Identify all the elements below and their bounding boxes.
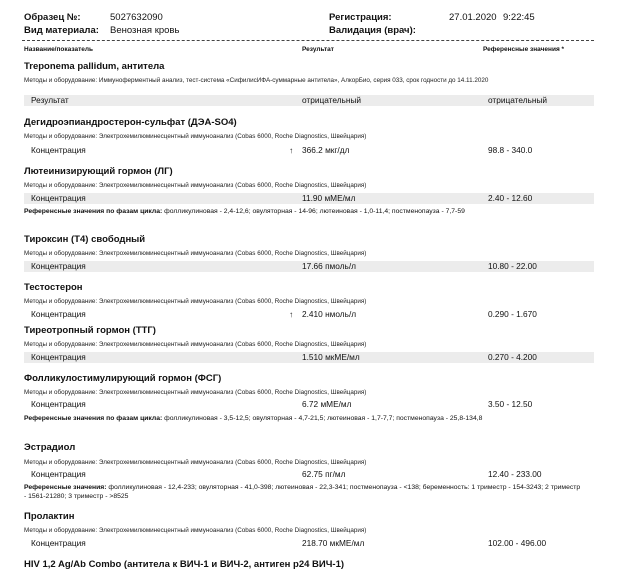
note-label: Референсные значения по фазам цикла:: [24, 208, 163, 215]
row-label: Концентрация: [31, 399, 86, 409]
row-reference: 0.290 - 1.670: [488, 309, 537, 319]
method-tsh: Методы и оборудование: Электрохемилюминесцентный иммуноанализ (Cobas 6000, Roche Diagnostics, Швейцария): [24, 341, 367, 348]
result-row-lh: [24, 193, 594, 204]
note-estradiol: [24, 483, 584, 501]
test-title-testosterone: Тестостерон: [24, 282, 83, 293]
test-title-estradiol: Эстрадиол: [24, 442, 76, 453]
row-value: 366.2 мкг/дл: [302, 145, 350, 155]
row-value: 1.510 мкМЕ/мл: [302, 352, 360, 362]
row-label: Концентрация: [31, 145, 86, 155]
registration-label: Регистрация:: [329, 12, 392, 23]
material-value: Венозная кровь: [110, 25, 180, 36]
method-prolactin: Методы и оборудование: Электрохемилюминесцентный иммуноанализ (Cobas 6000, Roche Diagnostics, Швейцария): [24, 527, 367, 534]
result-row-fsh: [24, 399, 594, 410]
row-value: 17.66 пмоль/л: [302, 261, 357, 271]
row-reference: 10.80 - 22.00: [488, 261, 537, 271]
row-label: Концентрация: [31, 261, 86, 271]
row-value: отрицательный: [302, 95, 362, 105]
row-reference: 12.40 - 233.00: [488, 469, 542, 479]
note-text: фолликулиновая - 3,5-12,5; овуляторная - 4,7-21,5; лютеиновая - 1,7-7,7; постменопауза - 25,8-134,8: [162, 415, 483, 422]
row-reference: 0.270 - 4.200: [488, 352, 537, 362]
row-label: Результат: [31, 95, 69, 105]
result-row-prolactin: [24, 538, 594, 549]
sample-number: 5027632090: [110, 12, 163, 23]
method-dhea: Методы и оборудование: Электрохемилюминесцентный иммуноанализ (Cobas 6000, Roche Diagnostics, Швейцария): [24, 133, 367, 140]
header-divider: [22, 40, 594, 41]
method-testosterone: Методы и оборудование: Электрохемилюминесцентный иммуноанализ (Cobas 6000, Roche Diagnostics, Швейцария): [24, 298, 367, 305]
method-treponema: Методы и оборудование: Иммуноферментный анализ, тест-система «СифилисИФА-суммарные антитела», АлкорБио, серия 033, срок годности до 14.11.2020: [24, 77, 489, 84]
row-reference: 98.8 - 340.0: [488, 145, 533, 155]
test-title-lh: Лютеинизирующий гормон (ЛГ): [24, 166, 173, 177]
row-value: 11.90 мМЕ/мл: [302, 193, 356, 203]
material-label: Вид материала:: [24, 25, 99, 36]
row-value: 2.410 нмоль/л: [302, 309, 357, 319]
arrow-up-icon: ↑: [289, 145, 294, 155]
column-reference: Референсные значения *: [483, 46, 565, 53]
row-value: 62.75 пг/мл: [302, 469, 346, 479]
row-reference: отрицательный: [488, 95, 548, 105]
registration-time: 9:22:45: [503, 12, 535, 23]
note-text: фолликулиновая - 2,4-12,6; овуляторная - 14-96; лютеиновая - 1,0-11,4; постменопауза - 7,7-59: [162, 208, 465, 215]
method-t4: Методы и оборудование: Электрохемилюминесцентный иммуноанализ (Cobas 6000, Roche Diagnostics, Швейцария): [24, 250, 367, 257]
arrow-up-icon: ↑: [289, 309, 294, 319]
test-title-t4: Тироксин (Т4) свободный: [24, 234, 146, 245]
result-row-testosterone: [24, 309, 594, 320]
test-title-prolactin: Пролактин: [24, 511, 75, 522]
method-lh: Методы и оборудование: Электрохемилюминесцентный иммуноанализ (Cobas 6000, Roche Diagnostics, Швейцария): [24, 182, 367, 189]
note-label: Референсные значения по фазам цикла:: [24, 415, 163, 422]
column-headers: [24, 44, 594, 56]
test-title-hiv: HIV 1,2 Ag/Ab Combo (антитела к ВИЧ-1 и ВИЧ-2, антиген р24 ВИЧ-1): [24, 559, 345, 570]
result-row-estradiol: [24, 469, 594, 480]
result-row-tsh: [24, 352, 594, 363]
row-value: 6.72 мМЕ/мл: [302, 399, 352, 409]
result-row-treponema: [24, 95, 594, 106]
row-reference: 102.00 - 496.00: [488, 538, 547, 548]
note-text: фолликулиновая - 12,4-233; овуляторная - 41,0-398; лютеиновая - 22,3-341; постменопауза - <138; беременность: 1 триместр - 154-3243; 2 триместр - 1561-21280; 3 триместр - >8525: [24, 484, 581, 500]
report-header: [24, 12, 594, 38]
method-fsh: Методы и оборудование: Электрохемилюминесцентный иммуноанализ (Cobas 6000, Roche Diagnostics, Швейцария): [24, 389, 367, 396]
sample-label: Образец №:: [24, 12, 81, 23]
result-row-t4: [24, 261, 594, 272]
row-label: Концентрация: [31, 469, 86, 479]
note-label: Референсные значения:: [24, 484, 107, 491]
test-title-dhea: Дегидроэпиандростерон-сульфат (ДЭА-SO4): [24, 117, 237, 128]
column-result: Результат: [302, 46, 334, 53]
method-estradiol: Методы и оборудование: Электрохемилюминесцентный иммуноанализ (Cobas 6000, Roche Diagnostics, Швейцария): [24, 459, 367, 466]
row-label: Концентрация: [31, 352, 86, 362]
registration-date: 27.01.2020: [449, 12, 497, 23]
row-reference: 3.50 - 12.50: [488, 399, 533, 409]
row-value: 218.70 мкМЕ/мл: [302, 538, 365, 548]
test-title-tsh: Тиреотропный гормон (ТТГ): [24, 325, 156, 336]
row-reference: 2.40 - 12.60: [488, 193, 533, 203]
test-title-fsh: Фолликулостимулирующий гормон (ФСГ): [24, 373, 222, 384]
test-title-treponema: Treponema pallidum, антитела: [24, 61, 165, 72]
note-fsh: [24, 414, 584, 423]
validation-label: Валидация (врач):: [329, 25, 416, 36]
result-row-dhea: [24, 145, 594, 156]
column-name: Название/показатель: [24, 46, 94, 53]
row-label: Концентрация: [31, 538, 86, 548]
row-label: Концентрация: [31, 193, 86, 203]
row-label: Концентрация: [31, 309, 86, 319]
note-lh: [24, 207, 584, 216]
